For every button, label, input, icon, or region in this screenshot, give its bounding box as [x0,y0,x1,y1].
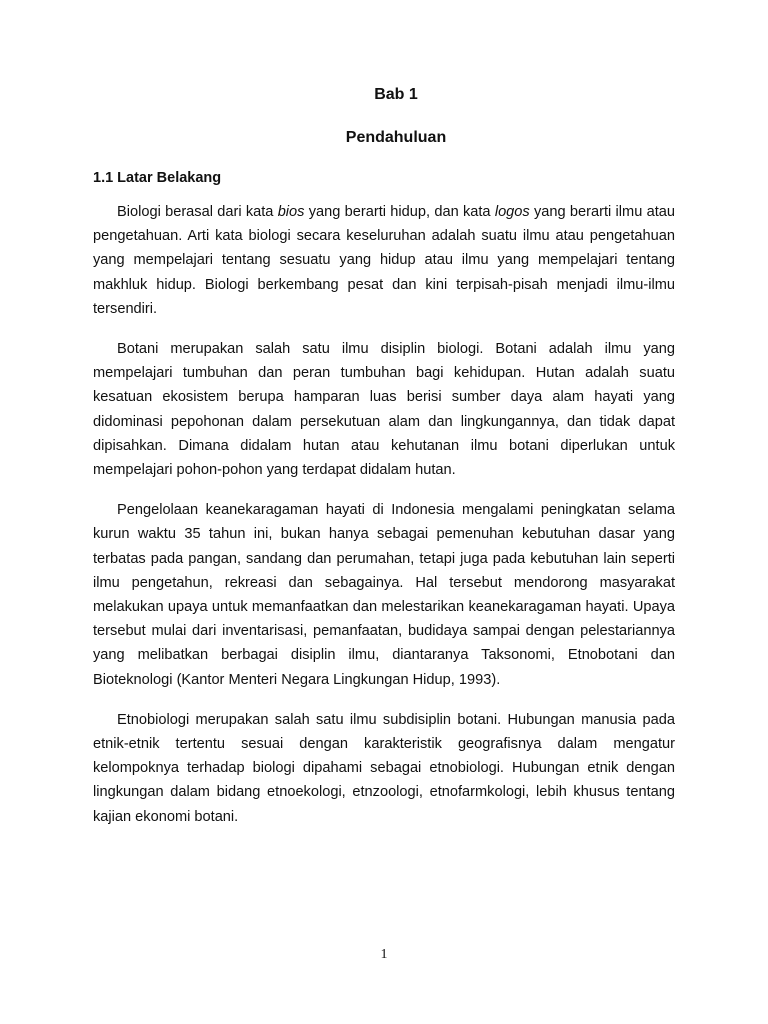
page-number: 1 [380,947,388,962]
paragraph-3: Pengelolaan keanekaragaman hayati di Indonesia mengalami peningkatan selama kurun waktu 35 tahun ini, bukan hanya sebagai pemenuhan kebutuhan dasar yang terbatas pada pangan, sandang dan perumahan, tetapi juga pada kebutuhan lain seperti ilmu pengetahun, rekreasi dan sebagainya. Hal tersebut mendorong masyarakat melakukan upaya untuk memanfaatkan dan melestarikan keanekaragaman hayati. Upaya tersebut mulai dari inventarisasi, pemanfaatan, budidaya sampai dengan pelestariannya yang melibatkan berbagai disiplin ilmu, diantaranya Taksonomi, Etnobotani dan Bioteknologi (Kantor Menteri Negara Lingkungan Hidup, 1993). [93,502,675,688]
chapter-title: Pendahuluan [345,129,447,146]
section-heading: 1.1 Latar Belakang [93,170,222,186]
paragraph-2: Botani merupakan salah satu ilmu disiplin biologi. Botani adalah ilmu yang mempelajari tumbuhan dan peran tumbuhan bagi kehidupan. Hutan adalah suatu kesatuan ekosistem berupa hamparan luas berisi sumber daya alam hayati yang didominasi pepohonan dalam persekutuan alam dan lingkungannya, dan tidak dapat dipisahkan. Dimana didalam hutan atau kehutanan ilmu botani diperlukan untuk mempelajari pohon-pohon yang terdapat didalam hutan. [93,341,675,479]
body-text [93,200,675,845]
term-bios: bios [277,204,305,220]
paragraph-1-text-b: yang berarti hidup, dan kata [304,204,495,220]
paragraph-1-text-c: yang berarti ilmu atau pengetahuan. Arti kata biologi secara keseluruhan adalah suatu ilmu atau pengetahuan yang mempelajari tentang sesuatu yang hidup atau ilmu yang mempelajari tentang makhluk hidup. Biologi berkembang pesat dan kini terpisah-pisah menjadi ilmu-ilmu tersendiri. [93,204,675,317]
paragraph-4: Etnobiologi merupakan salah satu ilmu subdisiplin botani. Hubungan manusia pada etnik-etnik tertentu sesuai dengan karakteristik geografisnya dalam mengatur kelompoknya terhadap biologi dipahami sebagai etnobiologi. Hubungan etnik dengan lingkungan dalam bidang etnoekologi, etnzoologi, etnofarmkologi, lebih khusus tentang kajian ekonomi botani. [93,711,675,825]
paragraph-1 [93,200,675,321]
chapter-number: Bab 1 [374,86,418,103]
paragraph-1-text-a: Biologi berasal dari kata [117,204,278,220]
term-logos: logos [494,204,530,220]
